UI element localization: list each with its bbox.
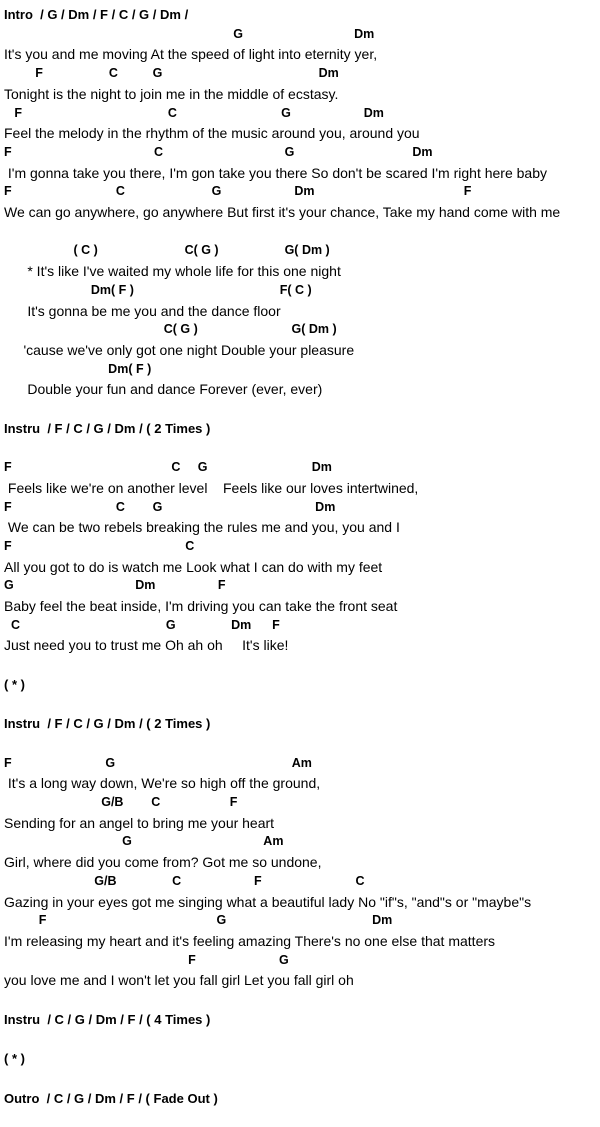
lyric-line: Girl, where did you come from? Got me so undone, <box>4 854 322 871</box>
section-line: Outro / C / G / Dm / F / ( Fade Out ) <box>4 1090 218 1106</box>
chord-line: F G Am <box>4 755 312 770</box>
lyric-line: I'm gonna take you there, I'm gon take you there So don't be scared I'm right here baby <box>4 164 548 181</box>
chord-line: Dm( F ) <box>4 361 152 376</box>
lyric-line: We can go anywhere, go anywhere But first it's your chance, Take my hand come with me <box>4 204 561 220</box>
lyric-line: It's you and me moving At the speed of light into eternity yer, <box>4 46 378 63</box>
lyric-line: Gazing in your eyes got me singing what a beautiful lady No "if"s, "and"s or "maybe"s <box>4 893 532 910</box>
lyric-line: Feels like we're on another level Feels like our loves intertwined, <box>4 479 419 496</box>
chord-line: F C G Dm <box>4 499 336 514</box>
lyric-line: Double your fun and dance Forever (ever, ever) <box>4 381 323 398</box>
chord-line: F G <box>4 952 289 967</box>
section-line: Intro / G / Dm / F / C / G / Dm / <box>4 7 189 22</box>
chord-line: Dm( F ) F( C ) <box>4 282 312 297</box>
lyric-line: We can be two rebels breaking the rules me and you, you and I <box>4 519 400 536</box>
chord-line: G/B C F <box>4 795 238 809</box>
chord-line: F G Dm <box>4 913 393 928</box>
section-line: ( * ) <box>4 1051 25 1067</box>
lyric-line: It's a long way down, We're so high off the ground, <box>4 775 321 792</box>
lyric-line: 'cause we've only got one night Double your pleasure <box>4 341 355 358</box>
chord-line: C G Dm F <box>4 617 280 632</box>
chord-line: G/B C F C <box>4 873 365 888</box>
chord-line: ( C ) C( G ) G( Dm ) <box>4 243 330 258</box>
section-line: Instru / F / C / G / Dm / ( 2 Times ) <box>4 716 211 732</box>
chord-line: F C G Dm <box>4 66 339 81</box>
lyric-line: It's gonna be me you and the dance floor <box>4 302 281 319</box>
lyric-line: * It's like I've waited my whole life for this one night <box>4 263 341 280</box>
chord-line: F C G Dm F <box>4 184 472 199</box>
lyric-line: Tonight is the night to join me in the middle of ecstasy. <box>4 85 339 102</box>
chord-line: F C G Dm <box>4 144 433 159</box>
chord-line: C( G ) G( Dm ) <box>4 322 337 337</box>
chord-line: G Dm <box>4 26 375 41</box>
lyric-line: I'm releasing my heart and it's feeling amazing There's no one else that matters <box>4 932 496 949</box>
lyric-line: Feel the melody in the rhythm of the music around you, around you <box>4 125 420 142</box>
lyric-line: Baby feel the beat inside, I'm driving you can take the front seat <box>4 598 398 614</box>
lyric-line: Sending for an angel to bring me your heart <box>4 814 275 831</box>
chord-line: G Dm F <box>4 578 226 593</box>
section-line: Instru / C / G / Dm / F / ( 4 Times ) <box>4 1011 211 1027</box>
chord-line: F C G Dm <box>4 105 384 120</box>
lyric-line: you love me and I won't let you fall girl Let you fall girl oh <box>4 972 354 989</box>
section-line: Instru / F / C / G / Dm / ( 2 Times ) <box>4 420 211 436</box>
chord-line: G Am <box>4 834 284 849</box>
lyric-line: All you got to do is watch me Look what I can do with my feet <box>4 558 383 575</box>
chord-line: F C <box>4 538 195 553</box>
lyric-line: Just need you to trust me Oh ah oh It's like! <box>4 637 289 654</box>
section-line: ( * ) <box>4 676 25 692</box>
chord-line: F C G Dm <box>4 460 332 475</box>
